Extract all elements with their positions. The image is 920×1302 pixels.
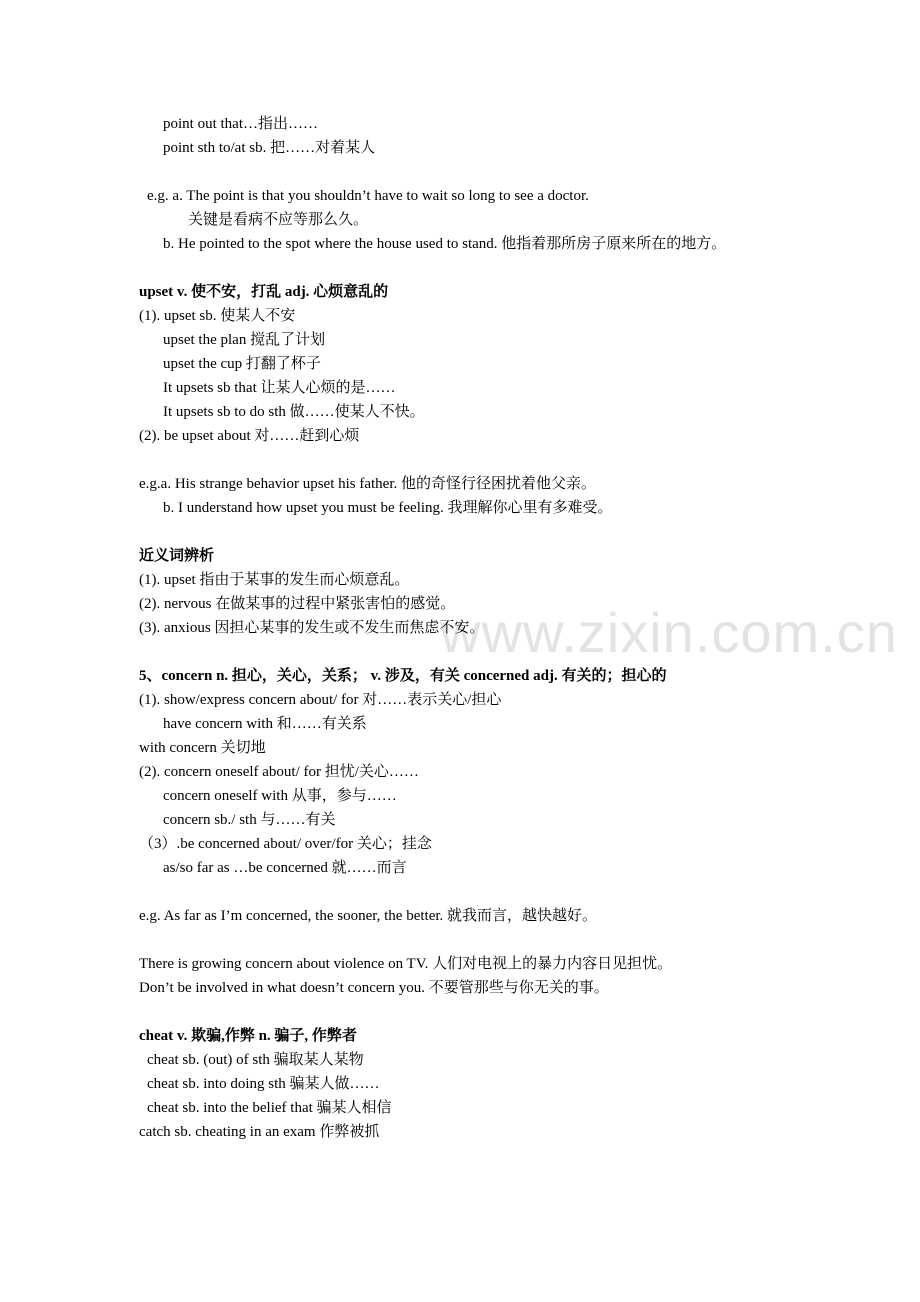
document-body [0,112,920,1144]
phrase-cheat-into-doing: cheat sb. into doing sth 骗某人做…… [147,1076,380,1092]
example-upset-a: e.g.a. His strange behavior upset his father. 他的奇怪行径困扰着他父亲。 [139,476,597,492]
heading-synonyms: 近义词辨析 [139,548,215,564]
example-concern-c: Don’t be involved in what doesn’t concern you. 不要管那些与你无关的事。 [139,980,609,996]
heading-upset: upset v. 使不安，打乱 adj. 心烦意乱的 [139,284,389,300]
synonym-anxious: (3). anxious 因担心某事的发生或不发生而焦虑不安。 [139,620,485,636]
blank-line [0,880,920,904]
phrase-point-out: point out that…指出…… [163,116,318,132]
blank-line [0,256,920,280]
example-concern-b: There is growing concern about violence on TV. 人们对电视上的暴力内容日见担忧。 [139,956,673,972]
phrase-cheat-out-of: cheat sb. (out) of sth 骗取某人某物 [147,1052,364,1068]
example-point-b: b. He pointed to the spot where the house used to stand. 他指着那所房子原来所在的地方。 [163,236,727,252]
concern-usage-1: (1). show/express concern about/ for 对……表示关心/担心 [139,692,502,708]
phrase-it-upsets-that: It upsets sb that 让某人心烦的是…… [163,380,396,396]
example-point-a: e.g. a. The point is that you shouldn’t have to wait so long to see a doctor. [147,188,589,204]
concern-usage-3: （3）.be concerned about/ over/for 关心；挂念 [139,836,432,852]
example-concern-a: e.g. As far as I’m concerned, the sooner, the better. 就我而言，越快越好。 [139,908,598,924]
blank-line [0,448,920,472]
phrase-cheat-into-belief: cheat sb. into the belief that 骗某人相信 [147,1100,392,1116]
phrase-upset-plan: upset the plan 搅乱了计划 [163,332,326,348]
upset-usage-2: (2). be upset about 对……赶到心烦 [139,428,360,444]
phrase-as-far-as: as/so far as …be concerned 就……而言 [163,860,407,876]
phrase-have-concern-with: have concern with 和……有关系 [163,716,367,732]
heading-concern: 5、concern n. 担心，关心，关系； v. 涉及，有关 concerned adj. 有关的；担心的 [139,668,667,684]
blank-line [0,160,920,184]
synonym-upset: (1). upset 指由于某事的发生而心烦意乱。 [139,572,410,588]
example-upset-b: b. I understand how upset you must be feeling. 我理解你心里有多难受。 [163,500,613,516]
watermark-text: www.zixin.com.cn [440,601,898,664]
phrase-catch-cheating: catch sb. cheating in an exam 作弊被抓 [139,1124,380,1140]
blank-line [0,520,920,544]
synonym-nervous: (2). nervous 在做某事的过程中紧张害怕的感觉。 [139,596,456,612]
blank-line [0,928,920,952]
blank-line [0,1000,920,1024]
example-point-a-translation: 关键是看病不应等那么久。 [188,212,369,228]
phrase-concern-oneself-with: concern oneself with 从事，参与…… [163,788,397,804]
heading-cheat: cheat v. 欺骗,作弊 n. 骗子, 作弊者 [139,1028,357,1044]
phrase-upset-cup: upset the cup 打翻了杯子 [163,356,321,372]
phrase-point-sth-to: point sth to/at sb. 把……对着某人 [163,140,376,156]
concern-usage-2: (2). concern oneself about/ for 担忧/关心…… [139,764,419,780]
phrase-it-upsets-to-do: It upsets sb to do sth 做……使某人不快。 [163,404,425,420]
blank-line [0,640,920,664]
phrase-with-concern: with concern 关切地 [139,740,266,756]
upset-usage-1: (1). upset sb. 使某人不安 [139,308,296,324]
phrase-concern-sb-sth: concern sb./ sth 与……有关 [163,812,336,828]
